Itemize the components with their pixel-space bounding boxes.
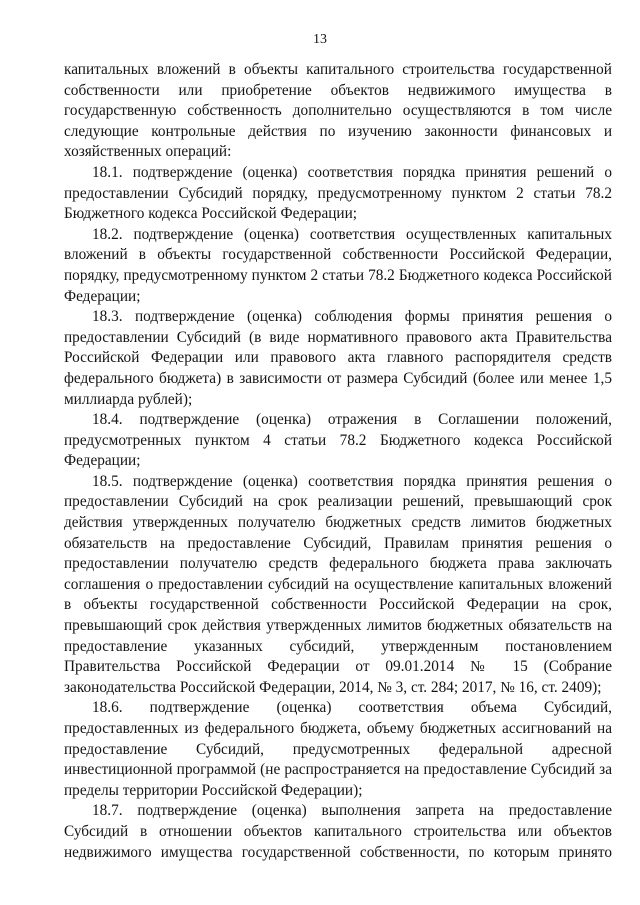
paragraph-18-2: 18.2. подтверждение (оценка) соответствия осуществленных капитальных вложений в объекты государственной собственности Российской Федерации, порядку, предусмотренному пунктом 2 статьи 78.2 Бюджетного кодекса Российской Федерации; xyxy=(64,225,612,305)
paragraph-18-3: 18.3. подтверждение (оценка) соблюдения формы принятия решения о предоставлении Субсидий (в виде нормативного правового акта Правительства Российской Федерации или правового акта главного распорядителя средств федерального бюджета) в зависимости от размера Субсидий (более или менее 1,5 миллиарда рублей); xyxy=(64,308,612,408)
paragraph-continuation: капитальных вложений в объекты капитального строительства государственной собственности или приобретение объектов недвижимого имущества в государственную собственность дополнительно осуществляются в том числе следующие контрольные действия по изучению законности финансовых и хозяйственных операций: xyxy=(64,61,612,161)
paragraph-18-5: 18.5. подтверждение (оценка) соответствия порядка принятия решения о предоставлении Субсидий на срок реализации решений, превышающий срок действия утвержденных получателю бюджетных средств лимитов бюджетных обязательств на предоставление Субсидий, Правилам принятия решения о предоставлении получателю средств федерального бюджета права заключать соглашения о предоставлении субсидий на осуществление капитальных вложений в объекты государственной собственности Российской Федерации на срок, превышающий срок действия утвержденных лимитов бюджетных обязательств на предоставление указанных субсидий, утвержденным постановлением Правительства Российской Федерации от 09.01.2014 № 15 (Собрание законодательства Российской Федерации, 2014, № 3, ст. 284; 2017, № 16, ст. 2409); xyxy=(64,472,612,696)
paragraph-18-7: 18.7. подтверждение (оценка) выполнения запрета на предоставление Субсидий в отношении объектов капитального строительства или объектов недвижимого имущества государственной собственности, по которым принято xyxy=(64,802,612,861)
page-number: 13 xyxy=(313,32,327,47)
paragraph-18-4: 18.4. подтверждение (оценка) отражения в Соглашении положений, предусмотренных пунктом 4 статьи 78.2 Бюджетного кодекса Российской Федерации; xyxy=(64,411,612,470)
document-body xyxy=(64,60,612,863)
paragraph-18-6: 18.6. подтверждение (оценка) соответствия объема Субсидий, предоставленных из федерального бюджета, объему бюджетных ассигнований на предоставление Субсидий, предусмотренных федеральной адресной инвестиционной программой (не распространяется на предоставление Субсидий за пределы территории Российской Федерации); xyxy=(64,699,612,799)
paragraph-18-1: 18.1. подтверждение (оценка) соответствия порядка принятия решений о предоставлении Субсидий порядку, предусмотренному пунктом 2 статьи 78.2 Бюджетного кодекса Российской Федерации; xyxy=(64,163,612,223)
